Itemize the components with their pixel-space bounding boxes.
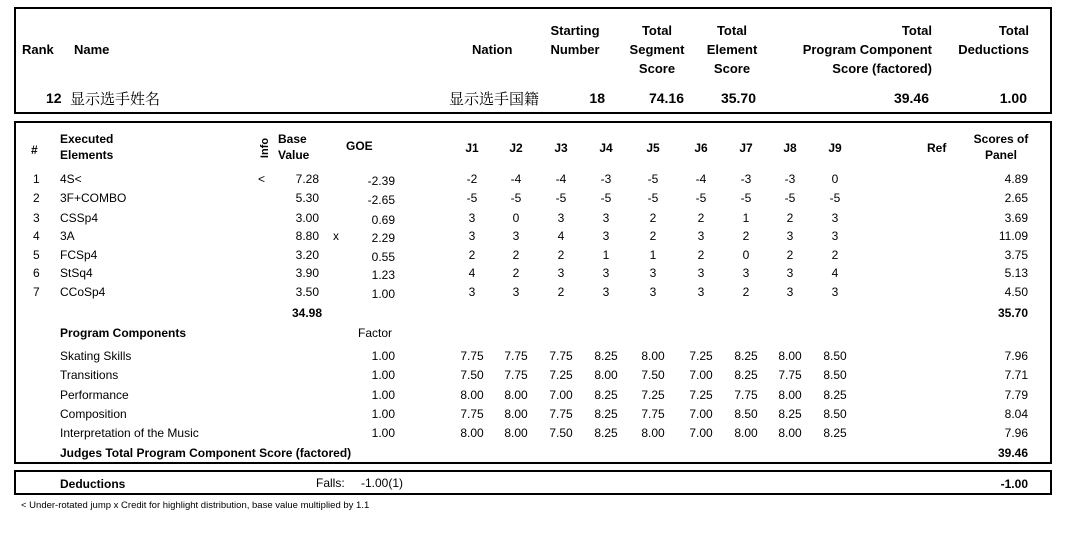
starting-number-value: 18 (589, 90, 605, 106)
element-x-flag: x (333, 229, 339, 243)
element-number: 3 (33, 211, 40, 225)
pcs-total-value: 39.46 (997, 446, 1028, 460)
element-judge-score: 4 (831, 266, 839, 280)
total-deductions-value: 1.00 (999, 90, 1027, 106)
element-judge-score: -4 (510, 172, 522, 186)
total-segment-score-value: 74.16 (648, 90, 684, 106)
element-goe: -2.65 (367, 193, 395, 207)
element-judge-score: 3 (602, 266, 610, 280)
component-judge-score: 8.00 (504, 407, 528, 421)
element-judge-score: 0 (512, 211, 520, 225)
component-judge-score: 7.50 (549, 426, 573, 440)
element-panel-score: 4.89 (1004, 172, 1028, 186)
element-judge-score: -5 (829, 191, 841, 205)
total-element-score-label: Total Element Score (706, 23, 758, 76)
element-judge-score: 2 (557, 248, 565, 262)
col-info-header: Info (259, 137, 272, 159)
element-judge-score: 2 (557, 285, 565, 299)
element-judge-score: -5 (600, 191, 612, 205)
elements-total-base: 34.98 (291, 306, 322, 320)
element-judge-score: -4 (555, 172, 567, 186)
component-panel-score: 7.96 (1004, 426, 1028, 440)
skater-name: 显示选手姓名 (70, 91, 161, 108)
nation-label: Nation (472, 42, 513, 57)
element-number: 7 (33, 285, 40, 299)
component-judge-score: 8.00 (641, 426, 665, 440)
pcs-total-label: Judges Total Program Component Score (factored) (60, 446, 352, 460)
element-judge-score: -2 (466, 172, 478, 186)
element-base-value: 7.28 (295, 172, 319, 186)
legend-note: < Under-rotated jump x Credit for highlight distribution, base value multiplied by 1.1 (21, 500, 370, 511)
component-judge-score: 8.25 (594, 407, 618, 421)
skater-nation: 显示选手国籍 (449, 91, 540, 108)
element-panel-score: 11.09 (998, 229, 1028, 243)
element-judge-score: 1 (602, 248, 610, 262)
judge-header-j7: J7 (739, 141, 753, 155)
component-judge-score: 8.00 (778, 349, 802, 363)
component-judge-score: 8.25 (778, 407, 802, 421)
component-judge-score: 7.00 (689, 407, 713, 421)
component-panel-score: 8.04 (1004, 407, 1028, 421)
component-judge-score: 7.25 (689, 349, 713, 363)
rank-label: Rank (22, 42, 54, 57)
element-judge-score: -3 (784, 172, 796, 186)
elements-total-score: 35.70 (997, 306, 1028, 320)
col-num-header: # (31, 143, 38, 157)
component-judge-score: 8.50 (823, 368, 847, 382)
element-judge-score: 2 (742, 229, 750, 243)
total-segment-score-label: Total Segment Score (629, 23, 685, 76)
element-judge-score: 3 (786, 266, 794, 280)
element-name: CSSp4 (60, 211, 99, 225)
component-judge-score: 8.25 (734, 368, 758, 382)
element-judge-score: 3 (786, 285, 794, 299)
component-judge-score: 8.00 (460, 426, 484, 440)
element-judge-score: 3 (602, 211, 610, 225)
element-judge-score: 2 (697, 211, 705, 225)
component-name: Interpretation of the Music (60, 426, 199, 440)
element-judge-score: 3 (831, 229, 839, 243)
component-judge-score: 7.50 (460, 368, 484, 382)
component-judge-score: 7.25 (641, 388, 665, 402)
col-goe-header: GOE (346, 139, 373, 153)
element-judge-score: 4 (468, 266, 476, 280)
component-judge-score: 7.25 (689, 388, 713, 402)
component-judge-score: 8.50 (823, 349, 847, 363)
element-base-value: 3.00 (295, 211, 319, 225)
element-judge-score: -3 (600, 172, 612, 186)
element-judge-score: 2 (649, 229, 657, 243)
element-judge-score: 3 (468, 211, 476, 225)
element-judge-score: 3 (649, 285, 657, 299)
element-base-value: 3.20 (295, 248, 319, 262)
component-factor: 1.00 (371, 388, 395, 402)
element-number: 6 (33, 266, 40, 280)
element-number: 5 (33, 248, 40, 262)
element-number: 1 (33, 172, 40, 186)
element-goe: 0.55 (371, 250, 395, 264)
element-judge-score: -5 (510, 191, 522, 205)
element-judge-score: 3 (786, 229, 794, 243)
component-judge-score: 8.25 (734, 349, 758, 363)
component-judge-score: 7.75 (460, 349, 484, 363)
total-deductions-label: Total Deductions (958, 23, 1029, 57)
element-judge-score: 3 (831, 285, 839, 299)
judge-header-j3: J3 (554, 141, 568, 155)
component-judge-score: 7.75 (549, 349, 573, 363)
element-number: 2 (33, 191, 40, 205)
element-judge-score: 2 (512, 248, 520, 262)
component-judge-score: 7.00 (549, 388, 573, 402)
starting-number-label: Starting Number (550, 23, 600, 57)
component-factor: 1.00 (371, 368, 395, 382)
element-panel-score: 5.13 (1004, 266, 1028, 280)
element-name: 3F+COMBO (60, 191, 127, 205)
component-judge-score: 8.00 (734, 426, 758, 440)
element-info: < (258, 172, 266, 186)
element-goe: 2.29 (371, 231, 395, 245)
element-judge-score: 3 (468, 229, 476, 243)
element-judge-score: 1 (742, 211, 750, 225)
judge-header-j6: J6 (694, 141, 708, 155)
component-judge-score: 8.25 (594, 426, 618, 440)
element-judge-score: -5 (647, 172, 659, 186)
element-judge-score: 2 (831, 248, 839, 262)
component-judge-score: 8.00 (641, 349, 665, 363)
name-label: Name (74, 42, 110, 57)
col-executed-header: Executed Elements (60, 132, 114, 162)
judge-header-j8: J8 (783, 141, 797, 155)
component-judge-score: 7.75 (460, 407, 484, 421)
rank-value: 12 (46, 90, 62, 106)
element-panel-score: 2.65 (1004, 191, 1028, 205)
component-name: Skating Skills (60, 349, 132, 363)
component-name: Performance (60, 388, 129, 402)
element-judge-score: 3 (697, 285, 705, 299)
component-judge-score: 8.50 (823, 407, 847, 421)
element-judge-score: 2 (512, 266, 520, 280)
element-judge-score: -5 (740, 191, 752, 205)
element-name: 4S< (60, 172, 82, 186)
component-judge-score: 7.75 (549, 407, 573, 421)
component-judge-score: 8.00 (778, 388, 802, 402)
element-goe: -2.39 (367, 174, 395, 188)
judge-header-j5: J5 (646, 141, 660, 155)
judge-header-j1: J1 (465, 141, 479, 155)
element-base-value: 8.80 (295, 229, 319, 243)
element-judge-score: 2 (649, 211, 657, 225)
element-judge-score: -5 (555, 191, 567, 205)
element-goe: 1.23 (371, 268, 395, 282)
deductions-total: -1.00 (1000, 477, 1028, 491)
element-judge-score: 3 (557, 211, 565, 225)
element-judge-score: 3 (602, 285, 610, 299)
element-judge-score: 1 (649, 248, 657, 262)
element-judge-score: 2 (786, 248, 794, 262)
element-number: 4 (33, 229, 40, 243)
component-judge-score: 8.00 (460, 388, 484, 402)
factor-header: Factor (358, 326, 393, 340)
element-judge-score: -3 (740, 172, 752, 186)
element-base-value: 3.50 (295, 285, 319, 299)
component-panel-score: 7.79 (1004, 388, 1028, 402)
element-judge-score: 3 (512, 229, 520, 243)
element-goe: 1.00 (371, 287, 395, 301)
total-pcs-label: Total Program Component Score (factored) (802, 23, 932, 76)
element-base-value: 5.30 (295, 191, 319, 205)
element-judge-score: 2 (742, 285, 750, 299)
total-pcs-value: 39.46 (893, 90, 929, 106)
element-name: FCSp4 (60, 248, 98, 262)
component-judge-score: 7.50 (641, 368, 665, 382)
element-judge-score: 3 (468, 285, 476, 299)
element-goe: 0.69 (371, 213, 395, 227)
element-panel-score: 4.50 (1004, 285, 1028, 299)
element-judge-score: -5 (466, 191, 478, 205)
deductions-box (14, 470, 1052, 495)
component-judge-score: 7.75 (504, 349, 528, 363)
element-judge-score: 3 (512, 285, 520, 299)
component-factor: 1.00 (371, 426, 395, 440)
element-judge-score: -5 (695, 191, 707, 205)
component-judge-score: 8.25 (823, 388, 847, 402)
element-judge-score: -4 (695, 172, 707, 186)
component-judge-score: 7.00 (689, 426, 713, 440)
component-name: Composition (60, 407, 127, 421)
element-judge-score: 2 (786, 211, 794, 225)
component-judge-score: 7.25 (549, 368, 573, 382)
judge-header-j4: J4 (599, 141, 613, 155)
element-judge-score: 3 (697, 229, 705, 243)
falls-label: Falls: (316, 476, 345, 490)
deductions-label: Deductions (60, 477, 126, 491)
element-judge-score: -5 (784, 191, 796, 205)
component-judge-score: 7.75 (734, 388, 758, 402)
judge-header-j9: J9 (828, 141, 842, 155)
element-judge-score: 0 (831, 172, 839, 186)
element-judge-score: 3 (649, 266, 657, 280)
component-judge-score: 7.00 (689, 368, 713, 382)
component-judge-score: 8.00 (594, 368, 618, 382)
element-judge-score: 3 (557, 266, 565, 280)
element-panel-score: 3.75 (1004, 248, 1028, 262)
program-components-header: Program Components (60, 326, 187, 340)
element-judge-score: 4 (557, 229, 565, 243)
component-panel-score: 7.71 (1004, 368, 1028, 382)
component-judge-score: 7.75 (641, 407, 665, 421)
component-judge-score: 8.00 (504, 388, 528, 402)
judge-header-j2: J2 (509, 141, 523, 155)
total-element-score-value: 35.70 (720, 90, 756, 106)
component-judge-score: 7.75 (778, 368, 802, 382)
component-judge-score: 8.50 (734, 407, 758, 421)
element-judge-score: 3 (831, 211, 839, 225)
col-base-header: Base Value (278, 132, 310, 162)
element-name: 3A (60, 229, 75, 243)
element-judge-score: 2 (468, 248, 476, 262)
component-judge-score: 8.00 (778, 426, 802, 440)
component-judge-score: 7.75 (504, 368, 528, 382)
element-judge-score: 3 (602, 229, 610, 243)
element-judge-score: -5 (647, 191, 659, 205)
element-name: StSq4 (60, 266, 93, 280)
element-panel-score: 3.69 (1004, 211, 1028, 225)
component-factor: 1.00 (371, 349, 395, 363)
element-judge-score: 3 (697, 266, 705, 280)
component-name: Transitions (60, 368, 119, 382)
component-judge-score: 8.00 (504, 426, 528, 440)
component-judge-score: 8.25 (594, 349, 618, 363)
falls-value: -1.00(1) (361, 476, 404, 490)
element-name: CCoSp4 (60, 285, 106, 299)
col-scores-header: Scores of Panel (973, 132, 1029, 162)
element-judge-score: 2 (697, 248, 705, 262)
col-ref-header: Ref (927, 141, 947, 155)
element-base-value: 3.90 (295, 266, 319, 280)
component-panel-score: 7.96 (1004, 349, 1028, 363)
element-judge-score: 3 (742, 266, 750, 280)
component-judge-score: 8.25 (823, 426, 847, 440)
component-factor: 1.00 (371, 407, 395, 421)
element-judge-score: 0 (742, 248, 750, 262)
component-judge-score: 8.25 (594, 388, 618, 402)
